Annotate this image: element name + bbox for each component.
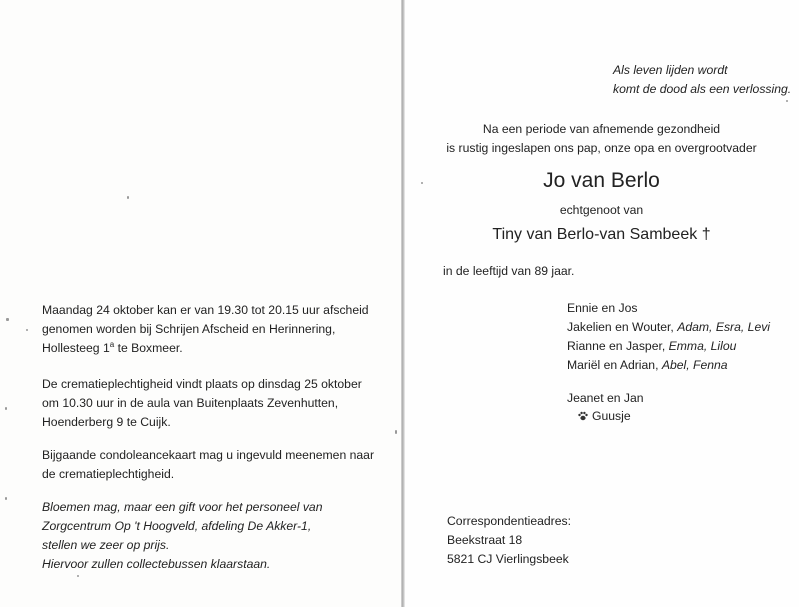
spouse-label: echtgenoot van xyxy=(559,203,644,217)
scan-speck xyxy=(5,407,7,410)
deceased-name: Jo van Berlo xyxy=(543,169,660,192)
grandchildren: Abel, Fenna xyxy=(661,358,728,372)
scan-speck xyxy=(6,318,9,321)
family-member xyxy=(567,356,728,375)
cross-icon: † xyxy=(701,226,711,243)
superscript: a xyxy=(109,339,115,349)
text-line: Bloemen mag, maar een gift voor het personeel van xyxy=(42,500,323,514)
age-line: in de leeftijd van 89 jaar. xyxy=(443,264,575,278)
couple-name: Jakelien en Wouter, xyxy=(567,320,678,334)
text-line: stellen we zeer op prijs. xyxy=(42,538,170,552)
text-line: Hoenderberg 9 te Cuijk. xyxy=(42,415,171,429)
text-line: Maandag 24 oktober kan er van 19.30 tot 20.15 uur afscheid xyxy=(42,303,369,317)
text-line: de crematieplechtigheid. xyxy=(42,467,175,481)
text-line: De crematieplechtigheid vindt plaats op dinsdag 25 oktober xyxy=(42,377,362,391)
address-city: 5821 CJ Vierlingsbeek xyxy=(447,552,569,566)
spouse-line xyxy=(404,225,799,245)
text-line: Zorgcentrum Op 't Hoogveld, afdeling De Akker-1, xyxy=(42,519,312,533)
text-line: is rustig ingeslapen ons pap, onze opa en overgrootvader xyxy=(446,141,757,155)
text-fragment: Hollesteeg 1 xyxy=(42,341,110,355)
scan-speck xyxy=(127,196,129,199)
text-line: Na een periode van afnemende gezondheid xyxy=(482,122,721,136)
pet-line xyxy=(578,407,631,426)
family-head: Jeanet en Jan xyxy=(567,391,644,405)
quote-line: Als leven lijden wordt xyxy=(613,63,728,77)
grandchildren: Adam, Esra, Levi xyxy=(677,320,771,334)
paw-icon xyxy=(578,411,588,421)
address-street: Beekstraat 18 xyxy=(447,533,523,547)
scan-speck xyxy=(77,575,79,577)
text-line: genomen worden bij Schrijen Afscheid en Herinnering, xyxy=(42,322,336,336)
couple-name: Mariël en Adrian, xyxy=(567,358,662,372)
card-fold xyxy=(401,0,405,607)
couple-name: Rianne en Jasper, xyxy=(567,339,669,353)
scan-speck xyxy=(5,497,7,500)
pet-name: Guusje xyxy=(592,409,631,423)
grandchildren: Emma, Lilou xyxy=(668,339,737,353)
text-line: om 10.30 uur in de aula van Buitenplaats Zevenhutten, xyxy=(42,396,339,410)
scan-speck xyxy=(395,430,397,434)
scan-speck xyxy=(26,329,28,331)
address-label: Correspondentieadres: xyxy=(447,514,571,528)
family-head: Ennie en Jos xyxy=(567,301,638,315)
spouse-name: Tiny van Berlo-van Sambeek xyxy=(492,226,698,243)
text-line xyxy=(42,339,183,358)
scan-speck xyxy=(786,100,788,102)
text-line: Hiervoor zullen collectebussen klaarstaan. xyxy=(42,557,271,571)
family-member xyxy=(567,318,770,337)
text-line: Bijgaande condoleancekaart mag u ingevuld meenemen naar xyxy=(42,448,374,462)
text-fragment: te Boxmeer. xyxy=(114,341,183,355)
family-member xyxy=(567,337,736,356)
quote-line: komt de dood als een verlossing. xyxy=(613,82,792,96)
